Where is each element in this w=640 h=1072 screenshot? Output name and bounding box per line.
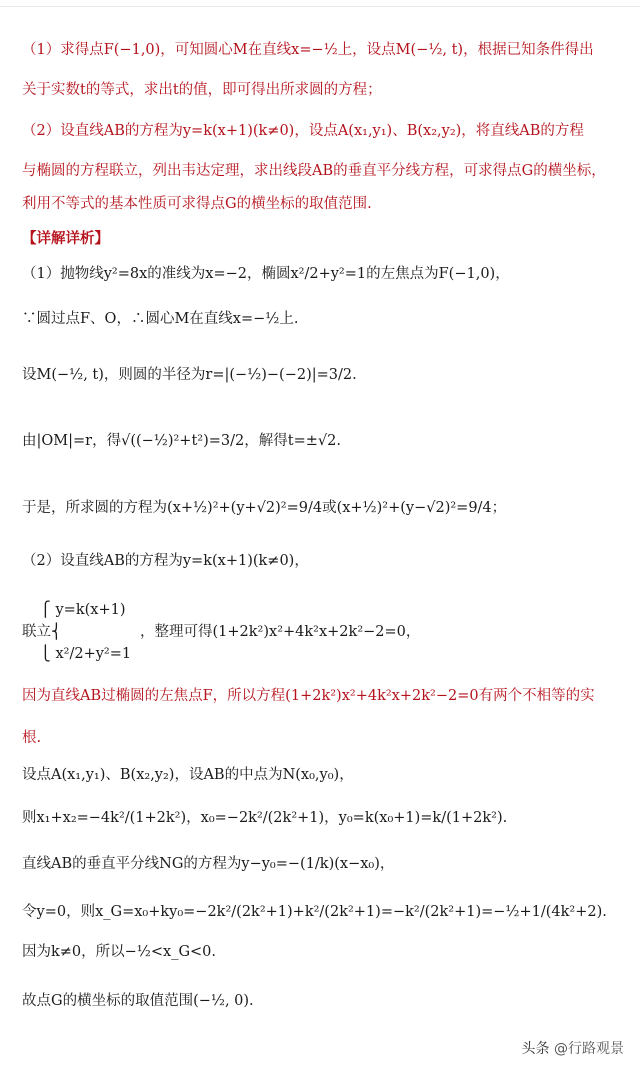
solution-line-8: 因为直线AB过椭圆的左焦点F，所以方程(1+2k²)x²+4k²x+2k²−2=0有两个不相等的实 <box>22 688 595 704</box>
watermark-handle: @行路观景 <box>554 1041 624 1057</box>
hint-part2-line3: 利用不等式的基本性质可求得点G的横坐标的取值范围. <box>22 196 372 212</box>
solution-line-3: 设M(−½, t)，则圆的半径为r=|(−½)−(−2)|=3/2. <box>22 367 357 383</box>
solution-line-10: 设点A(x₁,y₁)、B(x₂,y₂)，设AB的中点为N(x₀,y₀)， <box>22 767 354 783</box>
solution-line-1: （1）抛物线y²=8x的准线为x=−2，椭圆x²/2+y²=1的左焦点为F(−1,0)， <box>22 266 510 282</box>
section-header: 【详解详析】 <box>22 230 109 247</box>
solution-line-9: 根. <box>22 730 42 746</box>
top-divider <box>0 6 640 7</box>
hint-part1-line2: 关于实数t的等式，求出t的值，即可得出所求圆的方程； <box>22 82 382 98</box>
system-brace-top: ⎧ y=k(x+1) <box>40 602 126 618</box>
system-result: ，整理可得(1+2k²)x²+4k²x+2k²−2=0， <box>140 624 421 640</box>
solution-line-15: 故点G的横坐标的取值范围(−½, 0). <box>22 993 254 1009</box>
solution-line-4: 由|OM|=r，得√((−½)²+t²)=3/2，解得t=±√2. <box>22 433 341 449</box>
watermark <box>522 1038 624 1058</box>
solution-line-11: 则x₁+x₂=−4k²/(1+2k²)，x₀=−2k²/(2k²+1)，y₀=k(x₀+1)=k/(1+2k²). <box>22 810 508 826</box>
hint-part2-line2: 与椭圆的方程联立，列出韦达定理，求出线段AB的垂直平分线方程，可求得点G的横坐标， <box>22 163 606 179</box>
hint-part2-line1: （2）设直线AB的方程为y=k(x+1)(k≠0)，设点A(x₁,y₁)、B(x₂,y₂)，将直线AB的方程 <box>22 123 584 139</box>
solution-line-5: 于是，所求圆的方程为(x+½)²+(y+√2)²=9/4或(x+½)²+(y−√2)²=9/4； <box>22 500 507 516</box>
system-brace-bottom: ⎩ x²/2+y²=1 <box>40 646 132 662</box>
system-label: 联立⎨ <box>22 624 62 640</box>
hint-part1-line1: （1）求得点F(−1,0)，可知圆心M在直线x=−½上，设点M(−½, t)，根据已知条件得出 <box>22 42 594 58</box>
solution-line-12: 直线AB的垂直平分线NG的方程为y−y₀=−(1/k)(x−x₀)， <box>22 856 395 872</box>
solution-line-2: ∵圆过点F、O，∴圆心M在直线x=−½上. <box>22 311 299 327</box>
watermark-brand: 头条 <box>521 1041 550 1057</box>
solution-line-13: 令y=0，则x_G=x₀+ky₀=−2k²/(2k²+1)+k²/(2k²+1)=−k²/(2k²+1)=−½+1/(4k²+2). <box>22 904 607 920</box>
solution-line-6: （2）设直线AB的方程为y=k(x+1)(k≠0)， <box>22 553 309 569</box>
solution-line-14: 因为k≠0，所以−½<x_G<0. <box>22 944 217 960</box>
